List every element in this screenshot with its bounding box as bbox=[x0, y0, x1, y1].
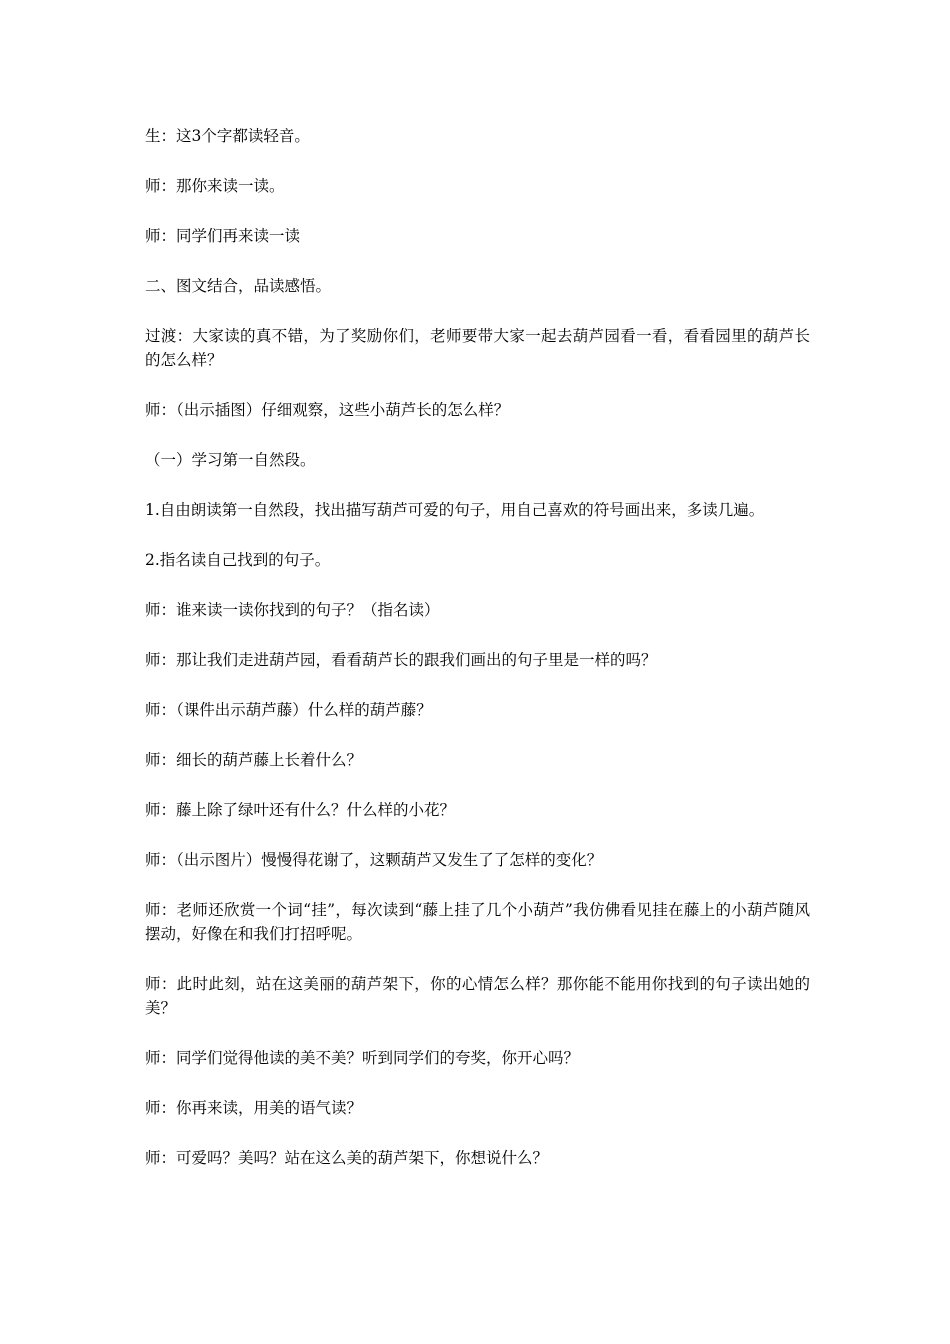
paragraph: 师：藤上除了绿叶还有什么？什么样的小花？ bbox=[145, 801, 456, 819]
paragraph: 师：此时此刻，站在这美丽的葫芦架下，你的心情怎么样？那你能不能用你找到的句子读出她的美？ bbox=[145, 975, 810, 1017]
paragraph: 过渡：大家读的真不错，为了奖励你们，老师要带大家一起去葫芦园看一看，看看园里的葫芦长的怎么样？ bbox=[145, 327, 810, 369]
paragraph: 师：那让我们走进葫芦园，看看葫芦长的跟我们画出的句子里是一样的吗？ bbox=[145, 651, 657, 669]
document-page bbox=[145, 124, 810, 1196]
subsection-heading: （一）学习第一自然段。 bbox=[145, 451, 316, 469]
section-heading: 二、图文结合，品读感悟。 bbox=[145, 277, 332, 295]
paragraph: 师：你再来读，用美的语气读？ bbox=[145, 1099, 363, 1117]
paragraph: 生：这3个字都读轻音。 bbox=[145, 127, 310, 145]
paragraph: 师：谁来读一读你找到的句子？（指名读） bbox=[145, 601, 440, 619]
paragraph: 师：可爱吗？美吗？站在这么美的葫芦架下，你想说什么？ bbox=[145, 1149, 549, 1167]
paragraph: 师：（课件出示葫芦藤）什么样的葫芦藤？ bbox=[145, 701, 432, 719]
paragraph: 师：（出示图片）慢慢得花谢了，这颗葫芦又发生了了怎样的变化？ bbox=[145, 851, 603, 869]
paragraph: 师：同学们再来读一读 bbox=[145, 227, 301, 245]
paragraph: 1.自由朗读第一自然段，找出描写葫芦可爱的句子，用自己喜欢的符号画出来，多读几遍。 bbox=[145, 501, 765, 519]
paragraph: 师：（出示插图）仔细观察，这些小葫芦长的怎么样？ bbox=[145, 401, 510, 419]
paragraph: 2.指名读自己找到的句子。 bbox=[145, 551, 331, 569]
paragraph: 师：同学们觉得他读的美不美？听到同学们的夸奖，你开心吗？ bbox=[145, 1049, 580, 1067]
paragraph: 师：细长的葫芦藤上长着什么？ bbox=[145, 751, 363, 769]
paragraph: 师：老师还欣赏一个词“挂”，每次读到“藤上挂了几个小葫芦”我仿佛看见挂在藤上的小葫芦随风摆动，好像在和我们打招呼呢。 bbox=[145, 901, 810, 943]
paragraph: 师：那你来读一读。 bbox=[145, 177, 285, 195]
